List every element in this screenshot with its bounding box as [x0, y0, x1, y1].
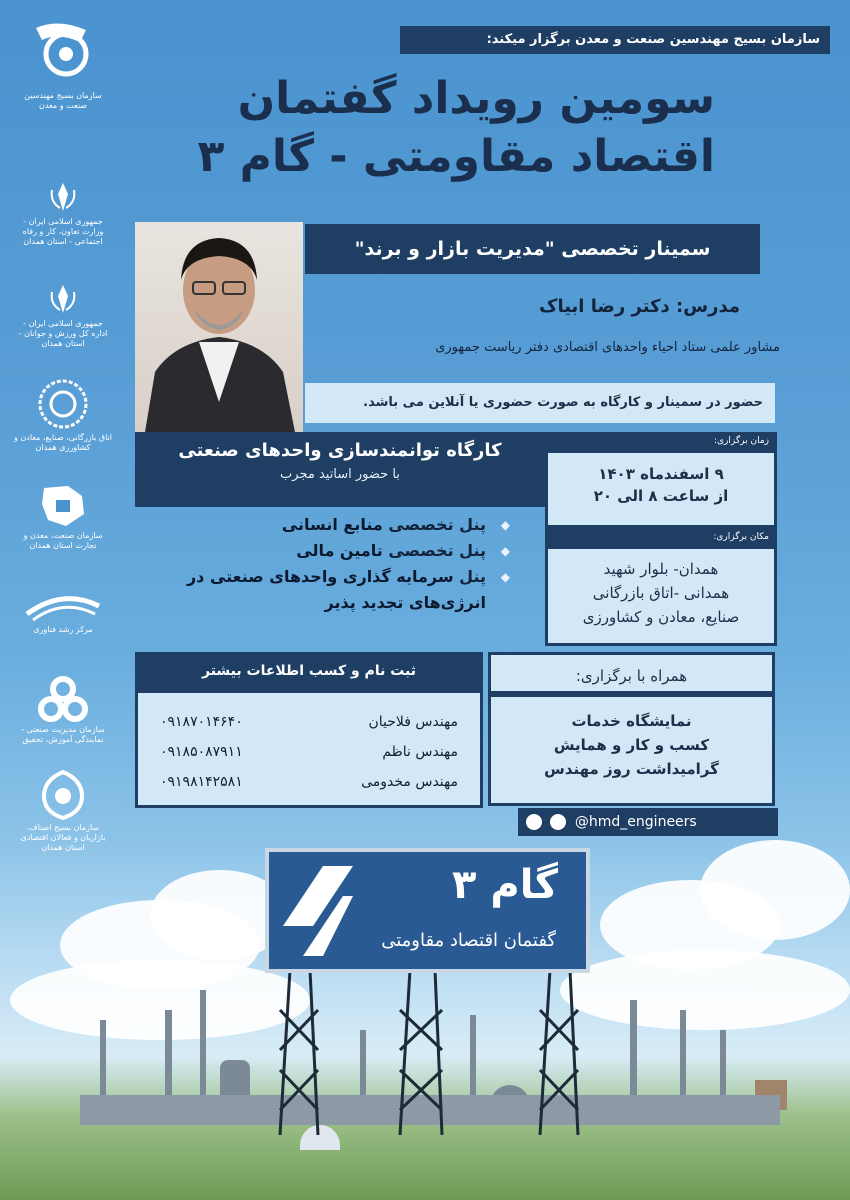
- industry-organization-logo: [14, 484, 112, 551]
- logo-caption: جمهوری اسلامی ایران - اداره کل ورزش و جوانان - استان همدان: [18, 319, 108, 348]
- panel-prefix: پنل تخصصی: [382, 515, 486, 534]
- billboard-supports: [270, 970, 590, 1135]
- registration-title: ثبت نام و کسب اطلاعات بیشتر: [135, 652, 483, 690]
- engineers-basij-logo: [14, 18, 112, 111]
- title-line-2: اقتصاد مقاومتی - گام ۳: [197, 131, 715, 182]
- sponsor-logos-sidebar: [0, 0, 128, 850]
- speaker-photo: [135, 222, 303, 432]
- guilds-basij-logo: [14, 770, 112, 853]
- title-line-1: سومین رویداد گفتمان: [237, 73, 715, 124]
- logo-caption: سازمان بسیج مهندسین صنعت و معدن: [24, 91, 102, 110]
- logo-caption: مرکز رشد فناوری: [33, 625, 93, 634]
- contact-list: [135, 690, 483, 808]
- address-line: همدانی -اتاق بازرگانی: [592, 584, 730, 602]
- panel-prefix: پنل: [453, 567, 486, 586]
- place-label: مکان برگزاری:: [545, 528, 777, 546]
- contact-phone[interactable]: ۰۹۱۸۷۰۱۴۶۴۰: [160, 714, 243, 730]
- workshop-banner: [135, 432, 545, 507]
- seminar-banner: سمینار تخصصی "مدیریت بازار و برند": [305, 224, 760, 274]
- chamber-of-commerce-logo: [14, 378, 112, 453]
- billboard-subtitle: گفتمان اقتصاد مقاومتی: [381, 930, 556, 951]
- logo-caption: سازمان صنعت، معدن و تجارت استان همدان: [23, 531, 103, 550]
- event-title: [155, 70, 715, 186]
- contact-phone[interactable]: ۰۹۱۸۵۰۸۷۹۱۱: [160, 744, 243, 760]
- panel-prefix: پنل تخصصی: [382, 541, 486, 560]
- event-hours: از ساعت ۸ الی ۲۰: [593, 487, 729, 505]
- partner-box: [488, 694, 775, 806]
- address-line: همدان- بلوار شهید: [603, 560, 719, 578]
- social-handle[interactable]: @hmd_engineers: [574, 814, 697, 830]
- panel-topic: سرمایه گذاری واحدهای صنعتی در انرژی‌های تجدید پذیر: [186, 567, 486, 612]
- telegram-icon[interactable]: [526, 814, 542, 830]
- logo-caption: سازمان بسیج اصناف، بازاریان و فعالان اقتصادی استان همدان: [20, 823, 106, 852]
- billboard: [265, 848, 590, 973]
- gam-logo-icon: [283, 866, 353, 956]
- teacher-name: مدرس: دکتر رضا ابیاک: [539, 296, 740, 317]
- industrial-management-logo: [14, 676, 112, 745]
- eitaa-icon[interactable]: [550, 814, 566, 830]
- partner-line: نمایشگاه خدمات: [571, 712, 692, 730]
- event-date: ۹ اسفندماه ۱۴۰۳: [598, 465, 724, 483]
- panel-topic: تامین مالی: [296, 541, 383, 560]
- address-line: صنایع، معادن و کشاورزی: [582, 608, 740, 626]
- contact-name: مهندس مخدومی: [361, 774, 458, 790]
- partner-line: کسب و کار و همایش: [553, 736, 710, 754]
- panel-topic: منابع انسانی: [281, 515, 383, 534]
- social-bar[interactable]: [518, 808, 778, 836]
- time-box: [545, 450, 777, 528]
- partner-title: همراه با برگزاری:: [488, 652, 775, 694]
- contact-name: مهندس فلاحیان: [368, 714, 458, 730]
- logo-caption: جمهوری اسلامی ایران - وزارت تعاون، کار و رفاه اجتماعی - استان همدان: [22, 217, 104, 246]
- contact-row: [138, 767, 480, 797]
- tech-incubator-logo: [14, 592, 112, 635]
- panel-item: [150, 538, 510, 564]
- panel-item: [150, 512, 510, 538]
- contact-phone[interactable]: ۰۹۱۹۸۱۴۲۵۸۱: [160, 774, 243, 790]
- logo-caption: اتاق بازرگانی، صنایع، معادن و کشاورزی همدان: [14, 433, 112, 452]
- partner-line: گرامیداشت روز مهندس: [544, 760, 719, 778]
- time-label: زمان برگزاری:: [545, 432, 777, 450]
- panel-list: [150, 512, 510, 616]
- logo-caption: سازمان مدیریت صنعتی - نمایندگی آموزش، تحقیق: [21, 725, 105, 744]
- contact-name: مهندس ناظم: [382, 744, 458, 760]
- panel-item: [150, 564, 510, 616]
- youth-sports-logo: [14, 282, 112, 349]
- attendance-note: حضور در سمینار و کارگاه به صورت حضوری یا آنلاین می باشد.: [305, 383, 775, 423]
- organizer-line: سازمان بسیج مهندسین صنعت و معدن برگزار میکند:: [400, 26, 830, 54]
- teacher-position: مشاور علمی ستاد احیاء واحدهای اقتصادی دفتر ریاست جمهوری: [435, 340, 780, 355]
- contact-row: [138, 707, 480, 737]
- contact-row: [138, 737, 480, 767]
- labor-ministry-logo: [14, 180, 112, 247]
- workshop-subtitle: با حضور اساتید مجرب: [280, 467, 400, 482]
- place-box: [545, 546, 777, 646]
- workshop-title: کارگاه توانمندسازی واحدهای صنعتی: [178, 440, 502, 461]
- billboard-title: گام ۳: [452, 862, 558, 908]
